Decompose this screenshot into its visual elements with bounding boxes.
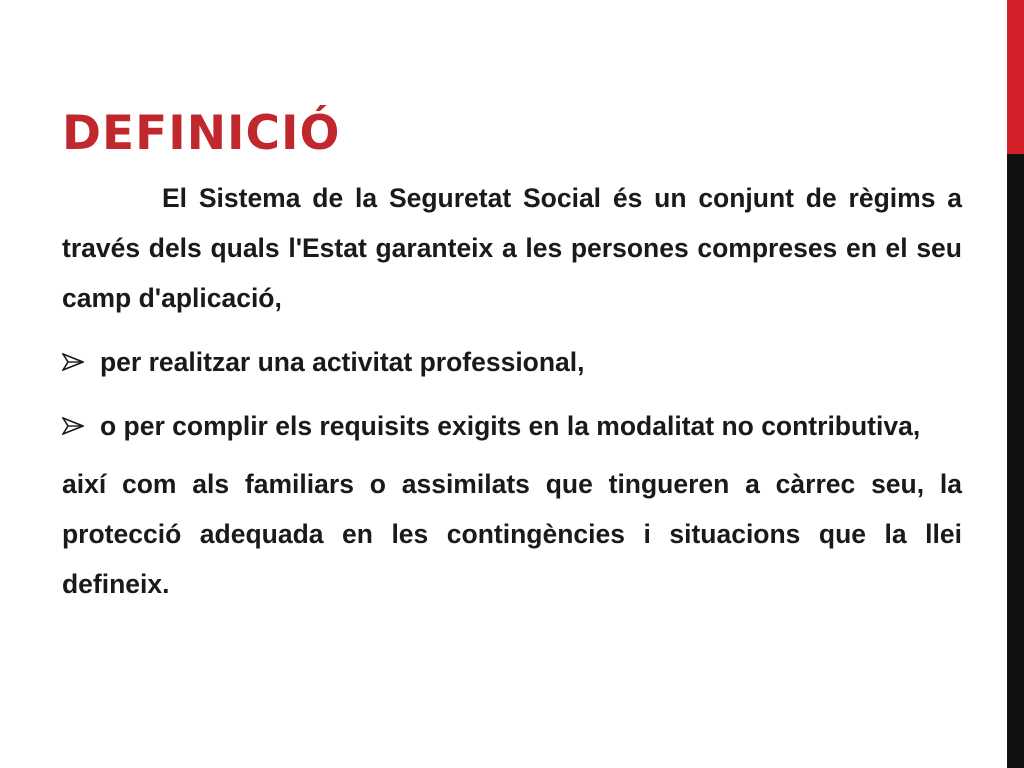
bullet-text: per realitzar una activitat professional,: [100, 347, 585, 377]
accent-bar-dark: [1007, 154, 1024, 768]
slide-body: [62, 173, 962, 609]
arrow-bullet-icon: [62, 417, 84, 435]
bullet-item: [62, 401, 962, 451]
accent-bar-red: [1007, 0, 1024, 154]
bullet-item: [62, 337, 962, 387]
closing-paragraph: així com als familiars o assimilats que tingueren a càrrec seu, la protecció adequada en les contingències i situacions que la llei defineix.: [62, 469, 962, 599]
arrow-bullet-icon: [62, 353, 84, 371]
intro-paragraph: El Sistema de la Seguretat Social és un conjunt de règims a través dels quals l'Estat garanteix a les persones compreses en el seu camp d'aplicació,: [62, 183, 962, 313]
slide-title: DEFINICIÓ: [62, 106, 341, 161]
bullet-text: o per complir els requisits exigits en la modalitat no contributiva,: [100, 411, 921, 441]
